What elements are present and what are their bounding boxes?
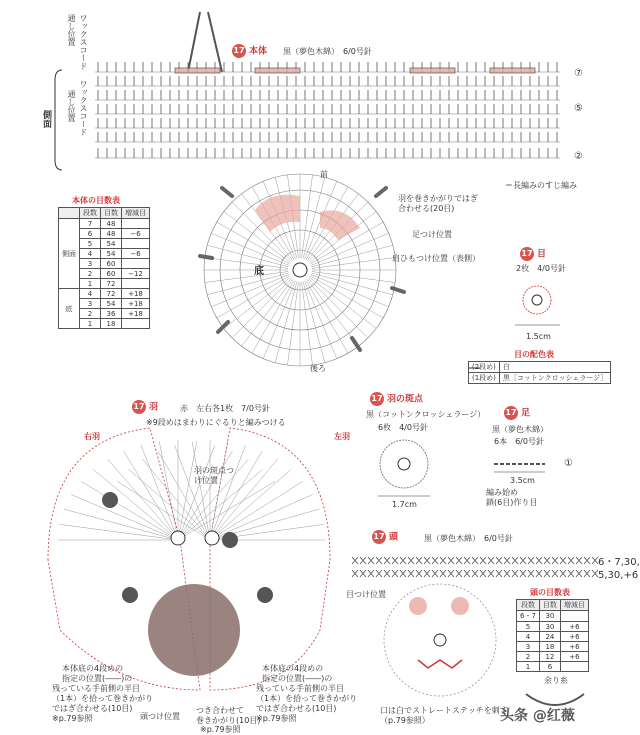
count-cell: 4 [80,249,101,259]
round-center [293,263,307,277]
bowl-shape [526,694,584,705]
body-yarn: 黒（夢色木綿） 6/0号針 [283,47,372,56]
head-row-7-stitch [456,557,462,564]
head-cell [560,662,588,672]
count-cell: 60 [101,259,122,269]
leg-yarn: 黒（夢色木綿） [492,425,548,434]
count-cell: 2 [80,309,101,319]
head-row-7: 6・7,30, [598,557,640,568]
head-title-text: 頭 [389,532,399,543]
wire2-note: 通し位置 [67,90,76,122]
round-spoke [302,175,313,258]
head-header-change: 増減目 [560,600,588,611]
head-row-6-stitch [528,570,534,577]
note-strap: 肩ひもつけ位置（表側） [392,254,480,263]
wing-note-left-1: 本体底の4段めの [62,664,124,673]
head-header-stitches: 目数 [539,600,560,611]
spot-yarn: 黒（コットンクロッシェラージ） [366,410,486,419]
row-label-7: ⑦ [574,68,583,79]
leg-row: ① [564,458,573,469]
spot-center [398,458,410,470]
wing-note-right-3: 残っている手前側の半目 [256,684,344,693]
round-spoke [312,272,395,283]
count-table-row [59,219,150,229]
head-row-7-stitch [408,557,414,564]
wing-spoke [59,524,178,540]
wing-spoke [210,481,303,540]
count-cell [122,219,150,229]
count-cell [122,279,150,289]
count-cell: 4 [80,289,101,299]
head-row-7-stitch [488,557,494,564]
head-row-7-stitch [512,557,518,564]
wing-note-right-1: 本体底の4段めの [262,664,324,673]
round-spoke [312,257,395,268]
body-title [232,44,267,58]
head-row-7-stitch [576,557,582,564]
spot-spec: 6枚 4/0号針 [378,423,428,432]
head-row-6-stitch [496,570,502,577]
head-row-7-stitch [384,557,390,564]
leg-position-mark [376,188,386,196]
corner-cell [59,208,80,219]
spot-position: 羽の斑点つけ位置 [194,466,234,485]
count-cell: −6 [122,229,150,239]
count-cell: 3 [80,299,101,309]
wing-note-right-4: （1本）を拾って巻きかがり [256,694,358,703]
spot-mark [222,532,238,548]
round-spoke [307,280,358,347]
group-bottom: 底 [59,289,80,329]
leg-start-2: 鎖(6目)作り目 [486,498,538,507]
wire-mark [410,68,455,73]
head-cell [560,611,588,622]
wing-spoke [107,459,178,540]
head-row-6-stitch [464,570,470,577]
wing-note-left-4: （1本）を拾って巻きかがり [52,694,154,703]
head-table [516,599,589,672]
count-cell: 6 [80,229,101,239]
count-cell [122,319,150,329]
header-stitches: 目数 [101,208,122,219]
head-cell: +6 [560,622,588,632]
head-table-title: 頭の目数表 [530,588,570,597]
spot-badge: 17 [370,392,384,406]
head-cell: 6 [539,662,560,672]
count-cell: 72 [101,279,122,289]
wing-spoke [178,445,215,540]
head-cell: 1 [517,662,540,672]
wire-mark [175,68,220,73]
row-label-5: ⑤ [574,103,583,114]
head-table-row [517,622,589,632]
head-row-6: 5,30,+6 [598,570,639,581]
round-spoke [205,272,288,283]
wing-center-left [205,531,219,545]
body-badge: 17 [232,44,246,58]
head-row-6-stitch [584,570,590,577]
stitch-legend: ＝長編みのすじ編み [505,181,577,190]
head-row-7-stitch [448,557,454,564]
eye-color-row-2 [469,373,611,384]
head-row-6-stitch [512,570,518,577]
count-cell: 1 [80,279,101,289]
head-eye-left [409,597,427,615]
head-row-6-stitch [472,570,478,577]
head-eye-pos: 目つけ位置 [346,590,386,599]
count-cell: 5 [80,239,101,249]
wing-spoke [158,451,210,540]
count-cell: 54 [101,249,122,259]
count-cell: +18 [122,299,150,309]
left-wing-label: 左羽 [334,432,350,441]
eye-center [532,295,542,305]
head-row-6-stitch [568,570,574,577]
leftover-yarn: 余り糸 [544,676,568,685]
bottom-label: 底 [254,266,264,277]
wire2-label: ワックスコード [79,80,88,136]
head-row-7-stitch [544,557,550,564]
front-label: 前 [320,170,328,179]
count-cell [122,259,150,269]
header-rows: 段数 [80,208,101,219]
head-row-7-stitch [464,557,470,564]
round-spoke [232,278,291,337]
head-row-6-stitch [392,570,398,577]
head-table-row [517,632,589,642]
eye-size: 1.5cm [526,332,551,341]
head-row-7-stitch [560,557,566,564]
wire-mark [255,68,300,73]
eye-color-title: 目の配色表 [514,350,554,359]
count-cell: +18 [122,289,150,299]
head-row-7-stitch [472,557,478,564]
head-row-6-stitch [576,570,582,577]
right-wing-label: 右羽 [84,432,100,441]
leg-badge: 17 [504,406,518,420]
wing-join-left [255,195,300,232]
wing-spoke [64,509,178,540]
head-row-6-stitch [424,570,430,577]
head-row-7-stitch [440,557,446,564]
leg-title-text: 足 [521,408,531,419]
wing-title [132,400,158,414]
head-table-header [517,600,589,611]
head-row-7-stitch [352,557,358,564]
round-spoke [242,280,293,347]
leg-position-mark [200,256,212,258]
round-spoke [287,282,298,365]
head-row-7-stitch [504,557,510,564]
head-cell: +6 [560,632,588,642]
head-row-6-stitch [432,570,438,577]
wing-spoke [210,441,228,540]
count-table-title: 本体の目数表 [72,196,120,205]
count-cell: 54 [101,299,122,309]
head-cell: 30 [539,622,560,632]
count-cell: 7 [80,219,101,229]
round-spoke [205,257,288,268]
spot-title-text: 羽の斑点 [387,394,424,405]
note-leg: 足つけ位置 [412,230,452,239]
count-table-header [59,208,150,219]
eye-color-table [468,361,611,384]
head-row-6-stitch [408,570,414,577]
head-row-6-stitch [552,570,558,577]
head-cell: +6 [560,652,588,662]
head-row-6-stitch [416,570,422,577]
leg-start: 編み始め [486,488,518,497]
head-row-6-stitch [488,570,494,577]
head-table-row [517,642,589,652]
leg-spec: 6本 6/0号針 [494,437,544,446]
head-row-6-stitch [384,570,390,577]
wing-title-text: 羽 [149,402,159,413]
head-cell: +6 [560,642,588,652]
eye-row-2-label: (1段め) [469,373,500,384]
round-spoke [224,277,291,328]
count-cell: 18 [101,319,122,329]
count-cell [122,239,150,249]
head-mouth: 口は白でストレートステッチを刺す [380,706,508,715]
head-title [372,530,398,544]
head-row-7-stitch [496,557,502,564]
eye-row-2-color: 黒［コットンクロッシェラージ］ [499,373,610,384]
eye-row-1-label: (2段め) [469,362,500,373]
head-table-row [517,611,589,622]
head-cell: 3 [517,642,540,652]
wing-note-left-6: ※p.79参照 [52,714,93,723]
row-label-2: ② [574,151,583,162]
group-side: 側面 [59,219,80,289]
head-mouth-2: （p.79参照） [380,716,430,725]
wing-spec: 赤 左右各1枚 7/0号針 [180,404,270,413]
head-center [434,634,446,646]
wing-join-right [320,210,360,240]
wing-spoke [210,445,246,540]
wing-spoke [174,445,210,540]
leg-position-mark [218,322,228,332]
count-cell: 72 [101,289,122,299]
count-cell: 2 [80,269,101,279]
head-badge: 17 [372,530,386,544]
wing-badge: 17 [132,400,146,414]
head-row-7-stitch [432,557,438,564]
head-row-6-stitch [376,570,382,577]
count-cell: −6 [122,249,150,259]
count-cell: 36 [101,309,122,319]
head-row-7-stitch [536,557,542,564]
head-row-6-stitch [360,570,366,577]
head-position: 頭つけ位置 [140,712,180,721]
head-row-7-stitch [360,557,366,564]
wing-note-right-2: 指定の位置(――)の [262,674,333,683]
head-row-6-stitch [504,570,510,577]
spot-title [370,392,423,406]
spot-mark [122,587,138,603]
wing-note-right-5: ではぎ合わせる(10目) [256,704,337,713]
eye-row-1-color: 白 [499,362,610,373]
head-row-6-stitch [480,570,486,577]
eye-title-text: 目 [537,249,547,260]
head-row-7-stitch [528,557,534,564]
head-row-6-stitch [456,570,462,577]
head-row-7-stitch [552,557,558,564]
count-cell: −12 [122,269,150,279]
head-row-7-stitch [584,557,590,564]
count-cell: 54 [101,239,122,249]
head-cell: 2 [517,652,540,662]
count-cell: 3 [80,259,101,269]
head-row-6-stitch [448,570,454,577]
head-overlay [148,584,240,676]
leg-position-mark [222,188,232,196]
back-label: 後ろ [310,364,326,373]
head-cell: 30 [539,611,560,622]
head-eye-right [451,597,469,615]
head-cell: 12 [539,652,560,662]
head-row-6-stitch [440,570,446,577]
header-change: 増減目 [122,208,150,219]
head-row-6-stitch [520,570,526,577]
count-cell: 60 [101,269,122,279]
head-row-7-stitch [480,557,486,564]
count-table-row [59,289,150,299]
head-row-7-stitch [416,557,422,564]
head-row-7-stitch [568,557,574,564]
count-table [58,207,150,329]
wing-note-left-2: 指定の位置(――)の [62,674,133,683]
round-spoke [302,282,313,365]
head-row-7-stitch [376,557,382,564]
head-row-6-stitch [400,570,406,577]
eye-color-row-1 [469,362,611,373]
eye-badge: 17 [520,247,534,261]
wire-mark [490,68,535,73]
head-row-7-stitch [400,557,406,564]
join-note-3: ※p.79参照 [200,725,241,734]
spot-mark [257,587,273,603]
head-header-rows: 段数 [517,600,540,611]
head-row-6-stitch [352,570,358,577]
wing-note-right-6: ※p.79参照 [256,714,297,723]
mouth-stitch [418,660,462,668]
head-row-6-stitch [368,570,374,577]
head-row-7-stitch [392,557,398,564]
head-cell: 18 [539,642,560,652]
leg-size: 3.5cm [510,476,535,485]
head-row-6-stitch [560,570,566,577]
round-spoke [310,277,377,328]
leg-title [504,406,530,420]
wire1-note: 通し位置 [67,14,76,46]
head-table-row [517,662,589,672]
head-row-7-stitch [520,557,526,564]
head-row-7-stitch [424,557,430,564]
wing-note-left-5: ではぎ合わせる(10目) [52,704,133,713]
wing-spoke [192,441,210,540]
head-cell: 5 [517,622,540,632]
wing-spoke [124,451,178,540]
head-yarn: 黒（夢色木綿） 6/0号針 [424,534,513,543]
count-cell: 48 [101,219,122,229]
head-row-6-stitch [544,570,550,577]
head-table-row [517,652,589,662]
head-cell: 24 [539,632,560,642]
spot-mark [102,492,118,508]
body-title-text: 本体 [249,46,268,57]
head-row-7-stitch [368,557,374,564]
wing-center-right [171,531,185,545]
wire1-label: ワックスコード [79,14,88,70]
join-note-2: 巻きかがり(10目) [196,716,261,725]
head-cell: 4 [517,632,540,642]
count-cell: +18 [122,309,150,319]
head-row-6-stitch [536,570,542,577]
eye-spec: 2枚 4/0号針 [516,264,566,273]
eye-title [520,247,546,261]
head-cell: 6・7 [517,611,540,622]
count-cell: 48 [101,229,122,239]
wing-note-left-3: 残っている手前側の半目 [52,684,140,693]
count-cell: 1 [80,319,101,329]
join-note-1: つき合わせて [196,706,244,715]
side-label: 側面 [41,110,51,128]
round-spoke [308,278,367,337]
wing-note: ※9段めはまわりにぐるりと編みつける [146,418,286,427]
note-wing: 羽を巻きかがりではぎ合わせる(20目) [398,194,478,213]
wing-spoke [141,445,178,540]
watermark: 头条 @红薇 [500,708,575,724]
spot-size: 1.7cm [392,500,417,509]
